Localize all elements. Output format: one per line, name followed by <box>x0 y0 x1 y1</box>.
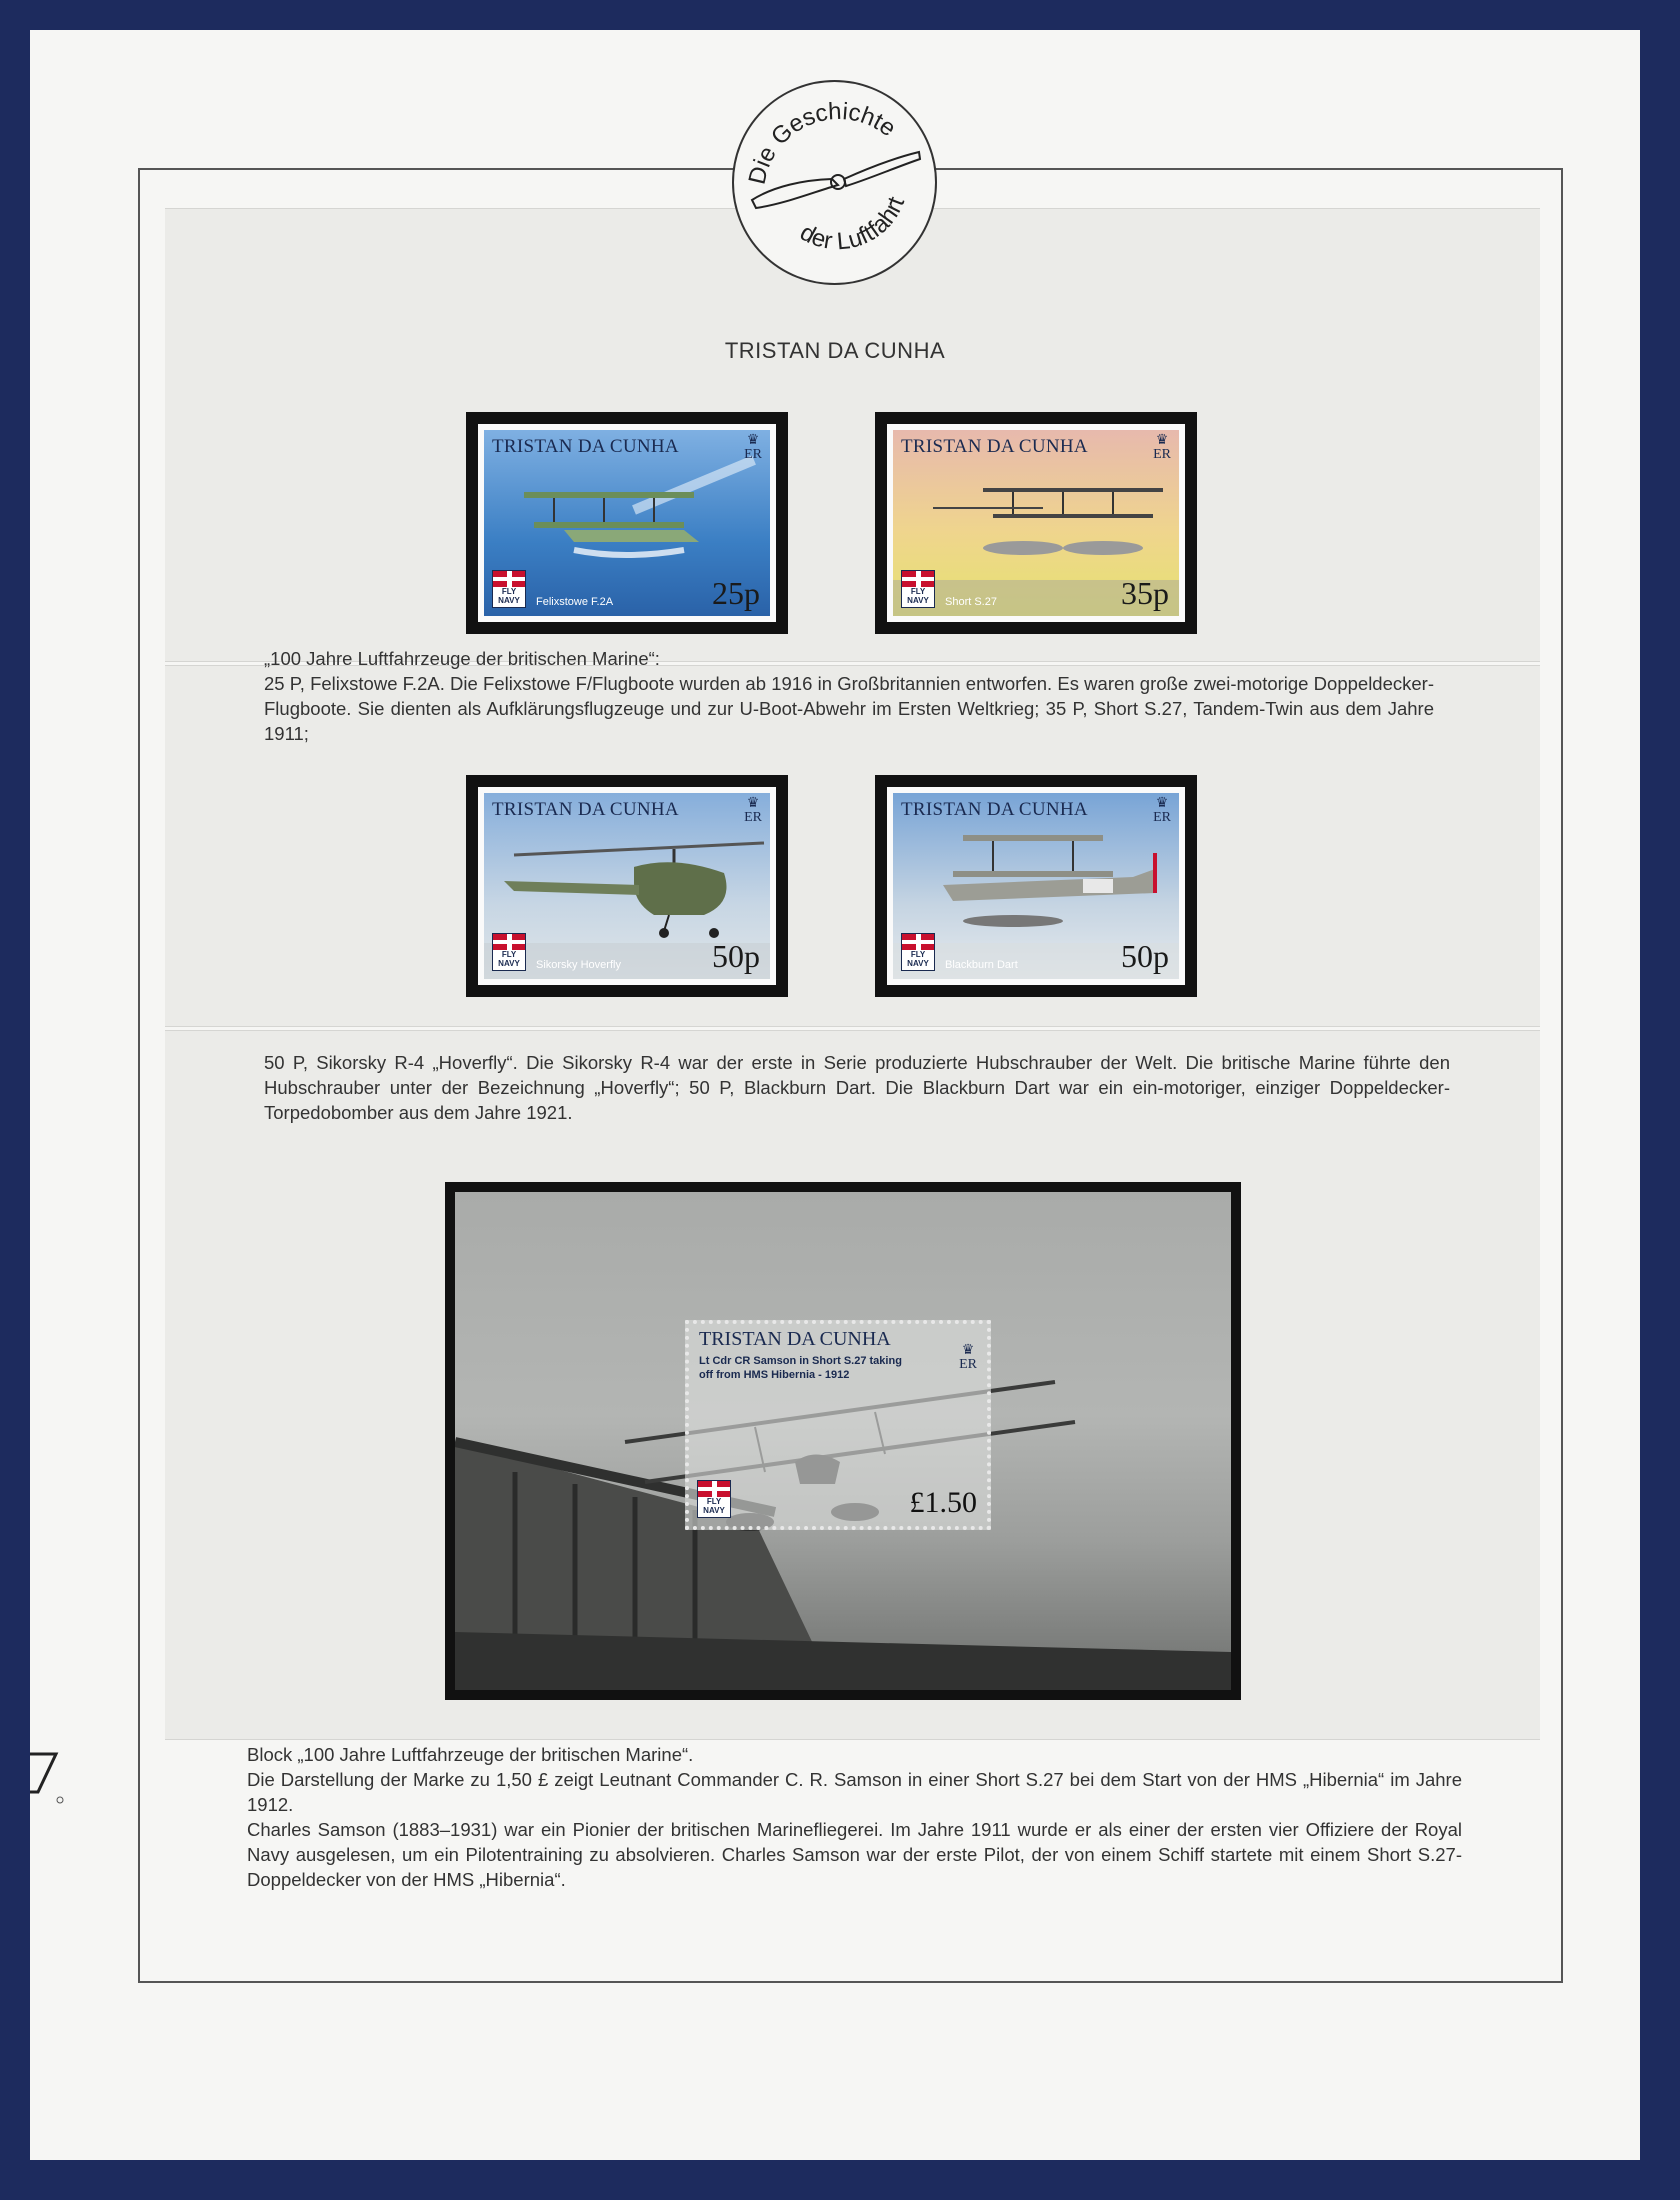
royal-cypher: ♛ ER <box>959 1343 977 1372</box>
ensign-icon <box>493 571 525 587</box>
stamp-country: TRISTAN DA CUNHA <box>492 799 679 820</box>
emblem-bottom-text: der Luftfahrt <box>795 193 911 256</box>
stamp-design <box>887 787 1185 985</box>
stamp-country: TRISTAN DA CUNHA <box>492 436 679 457</box>
stamp-value: 50p <box>1121 938 1169 974</box>
cypher-text: ER <box>744 447 762 462</box>
description-body: 50 P, Sikorsky R-4 „Hoverfly“. Die Sikorsky R-4 war der erste in Serie produzierte Hubschrauber der Welt. Die britische Marine führte den Hubschrauber unter der Bezeichnung „Hoverfly“; 50 P, Blackburn Dart. Die Blackburn Dart war ein ein-motoriger, einziger Doppeldecker-Torpedobomber aus dem Jahre 1921. <box>264 1052 1450 1123</box>
fly-navy-logo <box>901 933 935 971</box>
stamp-value: £1.50 <box>909 1486 977 1519</box>
ensign-icon <box>698 1481 730 1497</box>
cypher-text: ER <box>1153 810 1171 825</box>
stamp-country: TRISTAN DA CUNHA <box>901 799 1088 820</box>
royal-cypher: ♛ ER <box>1153 796 1171 825</box>
royal-cypher: ♛ ER <box>744 796 762 825</box>
fly-navy-logo <box>901 570 935 608</box>
description-line-1: Block „100 Jahre Luftfahrzeuge der britischen Marine“. <box>247 1744 694 1765</box>
description-line-2: Die Darstellung der Marke zu 1,50 £ zeigt Leutnant Commander C. R. Samson in einer Short S.27 bei dem Start von der HMS „Hibernia“ im Jahre 1912. <box>247 1769 1462 1815</box>
fly-navy-text: FLY NAVY <box>703 1497 725 1515</box>
fly-navy-logo <box>492 933 526 971</box>
stamp-caption: Blackburn Dart <box>945 959 1018 971</box>
description-line-3: Charles Samson (1883–1931) war ein Pionier der britischen Marinefliegerei. Im Jahre 1911 wurde er als einer der ersten vier Offiziere der Royal Navy ausgelesen, um ein Pilotentraining zu absolvieren. Charles Samson war der erste Pilot, der von einem Schiff startete mit einem Short S.27-Doppeldecker von der HMS „Hibernia“. <box>247 1819 1462 1890</box>
royal-cypher: ♛ ER <box>1153 433 1171 462</box>
royal-cypher: ♛ ER <box>744 433 762 462</box>
description-souvenir-sheet <box>247 1742 1462 1892</box>
publisher-logo-icon <box>30 1748 70 1804</box>
album-cover-edge-left <box>0 0 30 2200</box>
stamp-design <box>478 424 776 622</box>
stamp-country: TRISTAN DA CUNHA <box>901 436 1088 457</box>
stamp-caption: Sikorsky Hoverfly <box>536 959 621 971</box>
description-title: „100 Jahre Luftfahrzeuge der britischen Marine“: <box>264 648 660 669</box>
fly-navy-text: FLY NAVY <box>907 950 929 968</box>
album-cover-edge-top <box>0 0 1680 30</box>
stamp-caption: Felixstowe F.2A <box>536 596 614 608</box>
cypher-text: ER <box>959 1357 977 1372</box>
description-body: 25 P, Felixstowe F.2A. Die Felixstowe F/Flugboote wurden ab 1916 in Großbritannien entworfen. Es waren große zwei-motorige Doppeldecker-Flugboote. Sie dienten als Aufklärungsflugzeuge und zur U-Boot-Abwehr im Ersten Weltkrieg; 35 P, Short S.27, Tandem-Twin aus dem Jahre 1911; <box>264 673 1434 744</box>
stamp-value: 35p <box>1121 575 1169 611</box>
souvenir-sheet-photo <box>455 1192 1231 1690</box>
stamp-35p[interactable] <box>875 412 1197 634</box>
stamp-design <box>478 787 776 985</box>
stamp-value: 50p <box>712 938 760 974</box>
description-stamps-1-2 <box>264 646 1434 746</box>
stamp-description: Lt Cdr CR Samson in Short S.27 taking off from HMS Hibernia - 1912 <box>699 1355 902 1381</box>
cypher-text: ER <box>1153 447 1171 462</box>
fly-navy-text: FLY NAVY <box>498 950 520 968</box>
svg-text:Die Geschichte <box>744 98 901 187</box>
description-stamps-3-4 <box>264 1050 1450 1125</box>
stamp-caption: Short S.27 <box>945 596 997 608</box>
souvenir-sheet-stamp[interactable] <box>685 1320 991 1530</box>
stamp-design <box>887 424 1185 622</box>
fly-navy-text: FLY NAVY <box>907 587 929 605</box>
stamp-country: TRISTAN DA CUNHA <box>699 1328 891 1350</box>
fly-navy-text: FLY NAVY <box>498 587 520 605</box>
stamp-50p-hoverfly[interactable] <box>466 775 788 997</box>
album-cover-edge-right <box>1640 0 1680 2200</box>
album-page <box>30 30 1640 2160</box>
stamp-25p[interactable] <box>466 412 788 634</box>
cypher-text: ER <box>744 810 762 825</box>
country-title: TRISTAN DA CUNHA <box>724 338 946 363</box>
ensign-icon <box>902 934 934 950</box>
fly-navy-logo <box>492 570 526 608</box>
fly-navy-logo <box>697 1480 731 1518</box>
propeller-icon <box>734 82 939 287</box>
emblem-top-text: Die Geschichte <box>743 97 901 187</box>
ensign-icon <box>902 571 934 587</box>
ensign-icon <box>493 934 525 950</box>
history-of-aviation-emblem <box>732 80 937 285</box>
souvenir-sheet[interactable] <box>445 1182 1241 1700</box>
album-cover-edge-bottom <box>0 2160 1680 2200</box>
stamp-50p-dart[interactable] <box>875 775 1197 997</box>
stamp-value: 25p <box>712 575 760 611</box>
svg-text:der Luftfahrt <box>796 193 911 255</box>
